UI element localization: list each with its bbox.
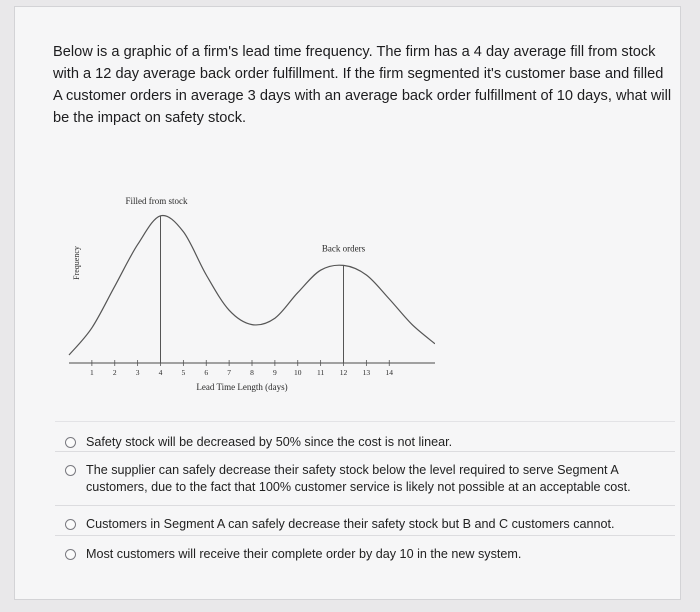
option-label: Most customers will receive their complete order by day 10 in the new system. bbox=[86, 547, 522, 561]
option-label: The supplier can safely decrease their safety stock below the level required to serve Segment A customers, due to the fact that 100% customer service is likely not possible at an acceptable cost. bbox=[86, 463, 631, 494]
x-tick-label: 5 bbox=[181, 368, 186, 377]
frequency-curve bbox=[69, 215, 435, 355]
x-tick-label: 1 bbox=[90, 368, 94, 377]
x-tick-label: 12 bbox=[339, 368, 348, 377]
x-tick-label: 13 bbox=[362, 368, 371, 377]
x-tick-label: 10 bbox=[294, 368, 302, 377]
x-tick-label: 7 bbox=[227, 368, 231, 377]
x-tick-label: 14 bbox=[385, 368, 393, 377]
answer-options bbox=[55, 421, 675, 567]
x-axis-label: Lead Time Length (days) bbox=[196, 382, 288, 392]
question-text: Below is a graphic of a firm's lead time frequency. The firm has a 4 day average fill from stock with a 12 day average back order fulfillment. If the firm segmented it's customer base and filled A customer orders in average 3 days with an average back order fulfillment of 10 days, what will be the impact on safety stock. bbox=[53, 44, 672, 126]
annotation-filled-from-stock: Filled from stock bbox=[125, 195, 188, 206]
x-tick-label: 11 bbox=[317, 368, 325, 377]
answer-option[interactable] bbox=[55, 505, 675, 535]
annotation-back-orders: Back orders bbox=[321, 243, 366, 254]
radio-button[interactable] bbox=[65, 519, 76, 530]
option-label: Safety stock will be decreased by 50% since the cost is not linear. bbox=[86, 435, 453, 449]
x-tick-label: 6 bbox=[204, 368, 209, 377]
lead-time-chart bbox=[55, 163, 435, 403]
x-tick-label: 3 bbox=[135, 368, 140, 377]
x-tick-label: 2 bbox=[112, 368, 117, 377]
y-axis-label: Frequency bbox=[72, 246, 81, 280]
radio-button[interactable] bbox=[65, 465, 76, 476]
x-tick-label: 4 bbox=[158, 368, 163, 377]
answer-option[interactable] bbox=[55, 421, 675, 451]
x-tick-label: 9 bbox=[273, 368, 277, 377]
x-tick-label: 8 bbox=[250, 368, 254, 377]
option-label: Customers in Segment A can safely decrease their safety stock but B and C customers cannot. bbox=[86, 517, 615, 531]
answer-option[interactable] bbox=[55, 451, 675, 505]
answer-option[interactable] bbox=[55, 535, 675, 567]
question-card bbox=[14, 6, 681, 600]
radio-button[interactable] bbox=[65, 549, 76, 560]
radio-button[interactable] bbox=[65, 437, 76, 448]
